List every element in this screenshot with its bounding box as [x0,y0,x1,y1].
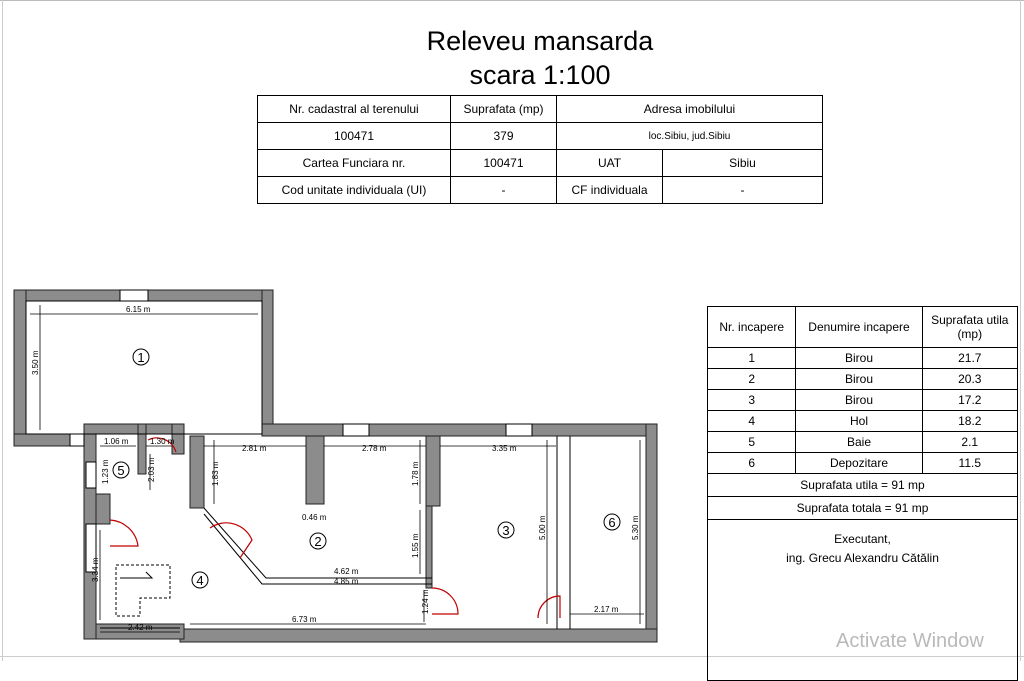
room-area: 11.5 [922,453,1017,474]
dim-label: 3.50 m [31,350,40,375]
dim-label: 2.42 m [128,623,153,632]
dim-label: 1.24 m [421,589,430,614]
total-useful-area: Suprafata utila = 91 mp [708,474,1018,497]
room-number: 1 [137,350,145,365]
info-cell: - [451,177,557,204]
info-cell: 100471 [451,150,557,177]
window [70,434,84,446]
room-nr: 1 [708,348,796,369]
window [120,290,148,301]
room-area: 17.2 [922,390,1017,411]
wall [84,424,184,434]
info-cell: Nr. cadastral al terenului [258,96,451,123]
room-area: 20.3 [922,369,1017,390]
executant-name: ing. Grecu Alexandru Cătălin [786,551,939,565]
room-nr: 5 [708,432,796,453]
info-cell: 100471 [258,123,451,150]
dim-label: 1.55 m [411,533,420,558]
room-area: 21.7 [922,348,1017,369]
window [506,424,532,436]
dim-label: 3.34 m [91,557,100,582]
door-arc [432,588,458,614]
plan-doors [110,438,560,618]
dim-label: 1.78 m [411,461,420,486]
info-cell: Suprafata (mp) [451,96,557,123]
wall [262,424,657,436]
dim-label: 1.30 m [150,437,175,446]
window [343,424,369,436]
wall [646,424,657,642]
wall [14,290,26,446]
info-cell: Adresa imobilului [557,96,823,123]
room-number: 6 [608,515,616,530]
room-nr: 3 [708,390,796,411]
room-name: Birou [796,348,922,369]
room-nr: 6 [708,453,796,474]
wall [180,629,657,642]
info-cell: loc.Sibiu, jud.Sibiu [557,123,823,150]
room-name: Depozitare [796,453,922,474]
window [86,462,96,488]
room-number: 2 [314,534,322,549]
info-cell: UAT [557,150,663,177]
info-cell: CF individuala [557,177,663,204]
info-cell: 379 [451,123,557,150]
wall [138,424,146,474]
wall [96,494,110,524]
total-area: Suprafata totala = 91 mp [708,497,1018,520]
rooms-header-cell: Nr. incapere [708,307,796,348]
dim-label: 6.73 m [292,615,317,624]
stairs-outline [116,565,170,616]
dim-label: 1.83 m [211,461,220,486]
dim-label: 2.78 m [362,444,387,453]
dim-label: 2.81 m [242,444,267,453]
room-name: Hol [796,411,922,432]
dim-label: 1.23 m [101,459,110,484]
room-outline [26,301,262,434]
dim-label: 5.00 m [538,515,547,540]
wall [426,436,440,506]
plan-room-markers [113,349,620,588]
info-cell: - [663,177,823,204]
room-name: Birou [796,369,922,390]
info-cell: Cartea Funciara nr. [258,150,451,177]
room-number: 5 [117,463,125,478]
document-title: Releveu mansarda [426,26,654,56]
room-area: 2.1 [922,432,1017,453]
dim-label: 2.17 m [594,605,619,614]
dim-label: 3.35 m [492,444,517,453]
dim-label: 5.30 m [631,515,640,540]
document-subtitle: scara 1:100 [469,60,611,90]
dim-label: 6.15 m [126,305,151,314]
stairs-arrow [120,572,152,578]
room-nr: 2 [708,369,796,390]
dim-label: 4.62 m [334,567,359,576]
executant-label: Executant, [834,532,891,546]
room-name: Baie [796,432,922,453]
wall [190,436,204,508]
info-cell: Cod unitate individuala (UI) [258,177,451,204]
info-cell: Sibiu [663,150,823,177]
room-number: 4 [196,573,204,588]
wall [306,436,324,504]
dim-label: 1.06 m [104,437,129,446]
dim-label: 2.03 m [147,457,156,482]
wall [426,506,432,588]
plan-walls [14,290,657,642]
dim-label: 0.46 m [302,513,327,522]
wall [262,290,273,436]
rooms-header-cell: Suprafata utila (mp) [922,307,1017,348]
room-nr: 4 [708,411,796,432]
rooms-header-cell: Denumire incapere [796,307,922,348]
room-number: 3 [502,523,510,538]
activation-watermark: Activate Window [836,630,984,652]
dim-label: 4.85 m [334,577,359,586]
room-area: 18.2 [922,411,1017,432]
door-arc [110,520,138,546]
room-name: Birou [796,390,922,411]
